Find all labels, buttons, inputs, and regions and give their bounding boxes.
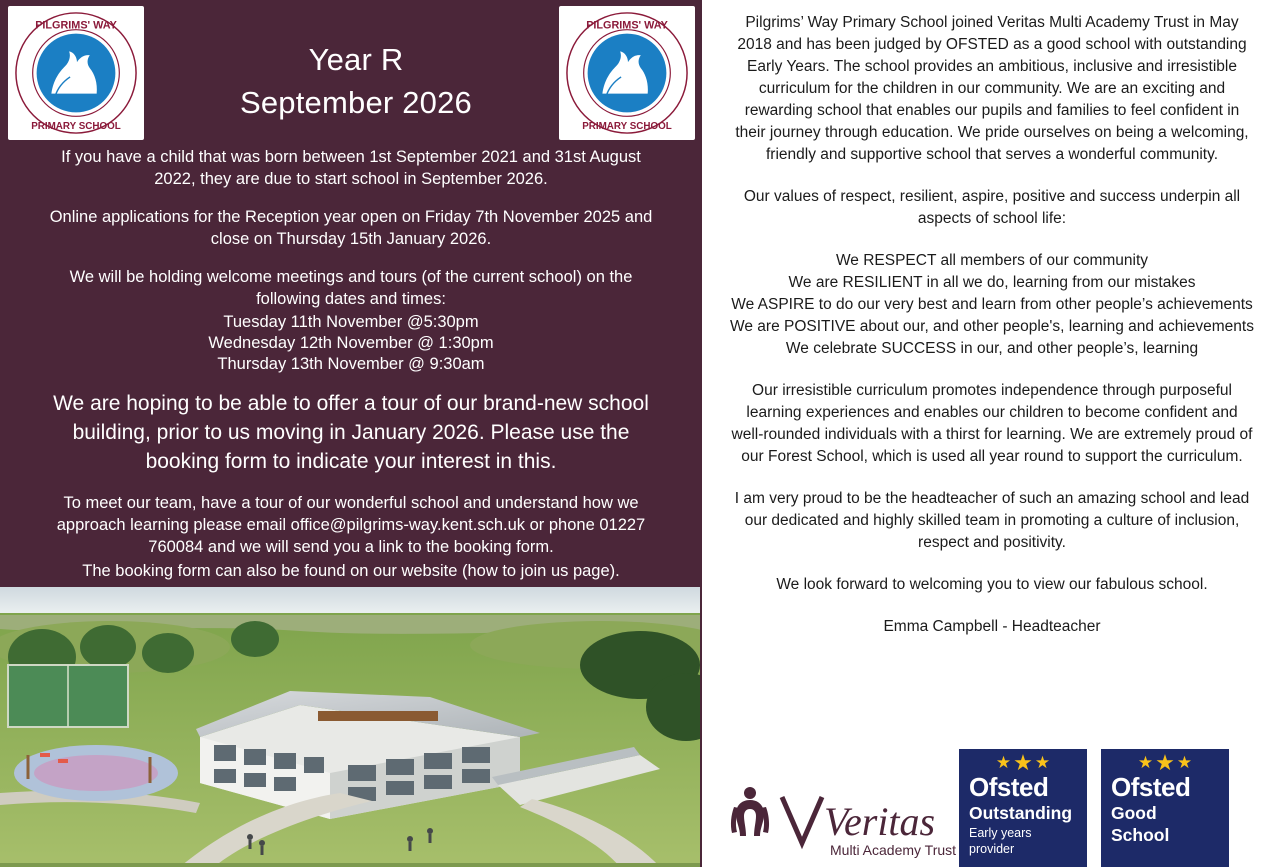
page-title-line-1: Year R [308, 42, 404, 77]
paragraph-trust-ofsted: Pilgrims’ Way Primary School joined Veritas Multi Academy Trust in May 2018 and has been judged by OFSTED as a good school with outstanding Early Years. The school provides an ambitious, inclusive and irresistible curriculum for the children in our community. We are an exciting and rewarding school that enables our pupils and families to feel confident in their journey through education. We pride ourselves on being a welcoming, friendly and supportive school that serves a wonderful community. [735, 14, 1249, 163]
meeting-dates [40, 312, 662, 375]
badges-row [726, 747, 1256, 867]
page-title-line-2: September 2026 [239, 85, 472, 120]
veritas-subtitle: Multi Academy Trust [830, 842, 956, 858]
panel-divider [700, 0, 702, 867]
meeting-date-1: Tuesday 11th November @5:30pm [223, 313, 479, 331]
pilgrims-way-logo-icon [562, 9, 692, 137]
ofsted-stars-icon: ★★★ [995, 750, 1053, 775]
meeting-date-2: Wednesday 12th November @ 1:30pm [208, 334, 494, 352]
pilgrims-way-logo-icon [11, 9, 141, 137]
logo-top-text: PILGRIMS' WAY [586, 19, 668, 32]
paragraph-applications: Online applications for the Reception year open on Friday 7th November 2025 and close on Thursday 15th January 2026. [49, 208, 653, 248]
ofsted-provider-type: Early years provider [969, 826, 1032, 856]
headteacher-signature: Emma Campbell - Headteacher [883, 618, 1101, 635]
ofsted-brand: Ofsted [1111, 772, 1191, 802]
ofsted-outstanding-badge [959, 749, 1087, 867]
value-resilient: We are RESILIENT in all we do, learning from our mistakes [788, 274, 1196, 291]
value-positive: We are POSITIVE about our, and other people's, learning and achievements [730, 318, 1254, 335]
veritas-logo-icon [726, 777, 956, 862]
school-logo-right [559, 6, 695, 140]
left-body-text [40, 146, 662, 582]
logo-top-text: PILGRIMS' WAY [35, 19, 117, 32]
logo-bottom-text: PRIMARY SCHOOL [31, 121, 121, 133]
veritas-trust-logo [726, 777, 956, 862]
paragraph-meetings-intro: We will be holding welcome meetings and tours (of the current school) on the following dates and times: [69, 268, 633, 308]
paragraph-headteacher-pride: I am very proud to be the headteacher of such an amazing school and lead our dedicated and highly skilled team in promoting a culture of inclusion, respect and positivity. [734, 490, 1250, 551]
building-illustration [0, 587, 700, 867]
school-logo-left [8, 6, 144, 140]
value-respect: We RESPECT all members of our community [835, 252, 1149, 269]
page-title [160, 38, 552, 124]
right-panel [700, 0, 1279, 867]
paragraph-birth-dates: If you have a child that was born between 1st September 2021 and 31st August 2022, they are due to start school in September 2026. [61, 148, 641, 188]
veritas-wordmark: Veritas [824, 799, 936, 844]
new-school-building-photo [0, 587, 700, 867]
paragraph-website-booking-form: The booking form can also be found on our website (how to join us page). [82, 562, 620, 580]
paragraph-welcome-closing: We look forward to welcoming you to view our fabulous school. [776, 576, 1208, 593]
ofsted-grade: Outstanding [969, 803, 1073, 823]
values-list [730, 250, 1254, 360]
welcome-text [730, 12, 1254, 638]
paragraph-contact: To meet our team, have a tour of our wonderful school and understand how we approach learning please email office@pilgrims-way.kent.sch.uk or phone 01227 760084 and we will send you a link to the booking form. [56, 494, 646, 556]
ofsted-grade-line-2: School [1111, 825, 1170, 845]
logo-bottom-text: PRIMARY SCHOOL [582, 121, 672, 133]
paragraph-new-building-tour: We are hoping to be able to offer a tour of our brand-new school building, prior to us moving in January 2026. Please use the booking form to indicate your interest in this. [53, 392, 649, 473]
ofsted-brand: Ofsted [969, 772, 1049, 802]
value-aspire: We ASPIRE to do our very best and learn from other people’s achievements [731, 296, 1253, 313]
paragraph-curriculum: Our irresistible curriculum promotes independence through purposeful learning experiences and enables our children to become confident and well-rounded individuals with a thirst for learning. We are extremely proud of our Forest School, which is used all year round to support the curriculum. [731, 382, 1253, 465]
ofsted-stars-icon: ★★★ [1137, 750, 1195, 775]
meeting-date-3: Thursday 13th November @ 9:30am [217, 355, 485, 373]
paragraph-values-intro: Our values of respect, resilient, aspire, positive and success underpin all aspects of school life: [743, 188, 1241, 227]
ofsted-good-badge [1101, 749, 1229, 867]
ofsted-grade-line-1: Good [1111, 803, 1157, 823]
value-success: We celebrate SUCCESS in our, and other people’s, learning [785, 340, 1199, 357]
ofsted-grade [1111, 802, 1221, 846]
